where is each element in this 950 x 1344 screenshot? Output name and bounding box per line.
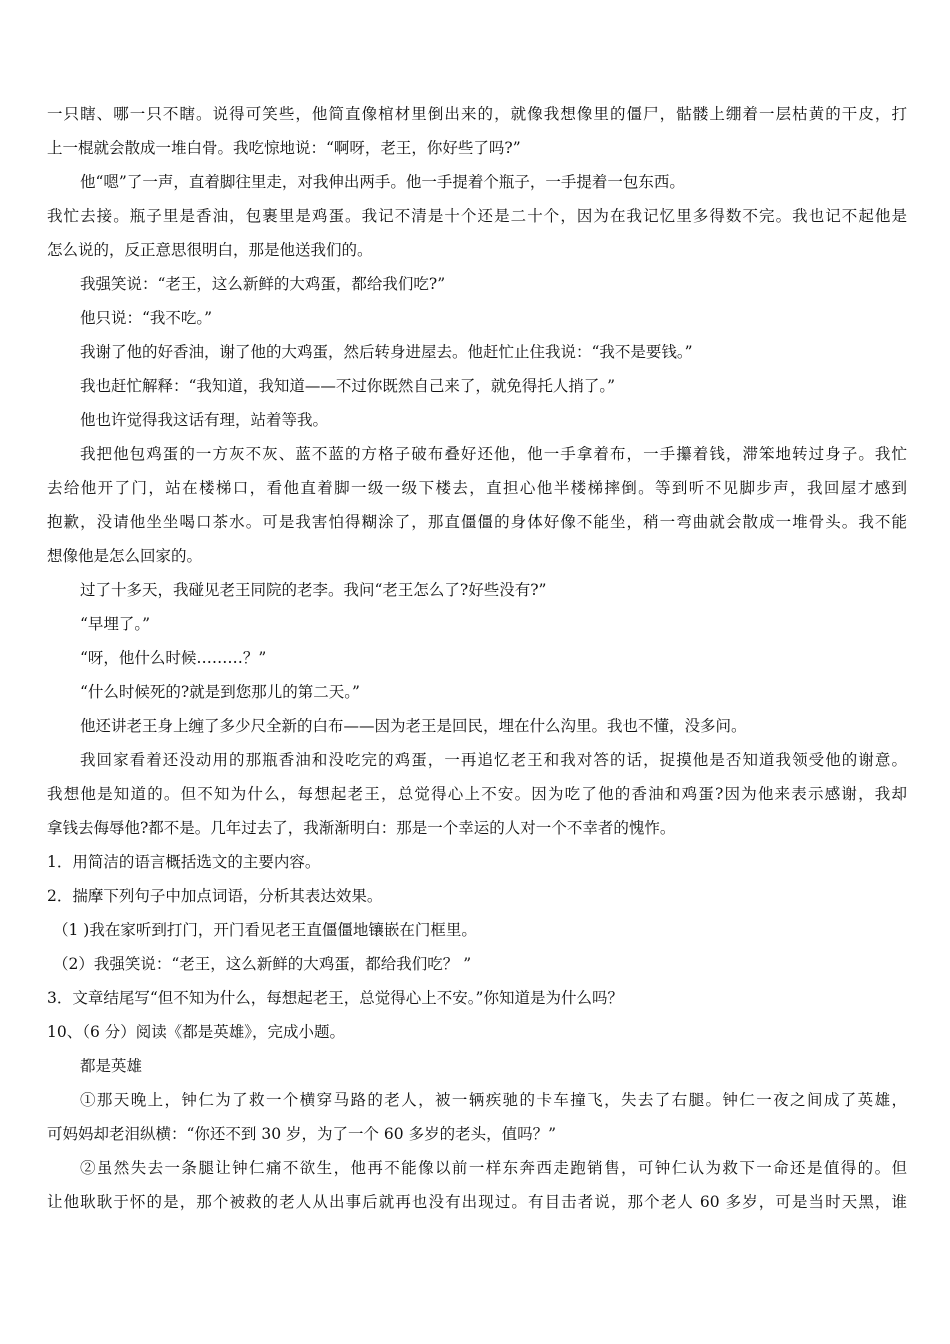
- text-line: 我回家看着还没动用的那瓶香油和没吃完的鸡蛋，一再追忆老王和我对答的话，捉摸他是否知道我领受他的谢意。: [80, 751, 907, 769]
- article-title: 都是英雄: [80, 1057, 143, 1075]
- text-line: “早埋了。”: [80, 615, 151, 633]
- text-line: 拿钱去侮辱他?都不是。几年过去了，我渐渐明白：那是一个幸运的人对一个不幸者的愧怍。: [47, 819, 676, 837]
- text-line: 可妈妈却老泪纵横：“你还不到 30 岁，为了一个 60 多岁的老头，值吗？”: [47, 1125, 557, 1143]
- question-2-part-2: （2）我强笑说：“老王，这么新鲜的大鸡蛋，都给我们吃？ ”: [53, 955, 472, 973]
- text-line: 我想他是知道的。但不知为什么，每想起老王，总觉得心上不安。因为吃了他的香油和鸡蛋?因为他来表示感谢，我却: [47, 785, 907, 803]
- text-line: 我强笑说：“老王，这么新鲜的大鸡蛋，都给我们吃?”: [80, 275, 446, 293]
- text-line: 我也赶忙解释：“我知道，我知道——不过你既然自己来了，就免得托人捎了。”: [80, 377, 616, 395]
- question-2-part-1: （1 )我在家听到打门，开门看见老王直僵僵地镶嵌在门框里。: [53, 921, 477, 939]
- text-line: 抱歉，没请他坐坐喝口茶水。可是我害怕得糊涂了，那直僵僵的身体好像不能坐，稍一弯曲就会散成一堆骨头。我不能: [47, 513, 907, 531]
- text-line: “呀，他什么时候………？”: [80, 649, 267, 667]
- text-line: 他只说：“我不吃。”: [80, 309, 213, 327]
- text-line: 让他耿耿于怀的是，那个被救的老人从出事后就再也没有出现过。有目击者说，那个老人 60 多岁，可是当时天黑，谁: [47, 1193, 907, 1211]
- text-line: “什么时候死的?就是到您那儿的第二天。”: [80, 683, 360, 701]
- text-line: 我谢了他的好香油，谢了他的大鸡蛋，然后转身进屋去。他赶忙止住我说：“我不是要钱。”: [80, 343, 693, 361]
- text-line: 他“嗯”了一声，直着脚往里走，对我伸出两手。他一手提着个瓶子，一手提着一包东西。: [80, 173, 685, 191]
- question-2: 2．揣摩下列句子中加点词语，分析其表达效果。: [47, 887, 383, 905]
- text-line: 去给他开了门，站在楼梯口，看他直着脚一级一级下楼去，直担心他半楼梯摔倒。等到听不见脚步声，我回屋才感到: [47, 479, 907, 497]
- question-3: 3．文章结尾写“但不知为什么，每想起老王，总觉得心上不安。”你知道是为什么吗？: [47, 989, 623, 1007]
- text-line: 他也许觉得我这话有理，站着等我。: [80, 411, 329, 429]
- text-line: 上一棍就会散成一堆白骨。我吃惊地说：“啊呀，老王，你好些了吗?”: [47, 139, 521, 157]
- question-1: 1．用简洁的语言概括选文的主要内容。: [47, 853, 321, 871]
- text-line: 我把他包鸡蛋的一方灰不灰、蓝不蓝的方格子破布叠好还他，他一手拿着布，一手攥着钱，滞笨地转过身子。我忙: [80, 445, 907, 463]
- text-line: 想像他是怎么回家的。: [47, 547, 203, 565]
- text-line: ①那天晚上，钟仁为了救一个横穿马路的老人，被一辆疾驰的卡车撞飞，失去了右腿。钟仁一夜之间成了英雄，: [80, 1091, 907, 1109]
- text-line: 一只瞎、哪一只不瞎。说得可笑些，他简直像棺材里倒出来的，就像我想像里的僵尸，骷髅上绷着一层枯黄的干皮，打: [47, 105, 907, 123]
- text-line: 我忙去接。瓶子里是香油，包裹里是鸡蛋。我记不清是十个还是二十个，因为在我记忆里多得数不完。我也记不起他是: [47, 207, 907, 225]
- text-line: 怎么说的，反正意思很明白，那是他送我们的。: [47, 241, 373, 259]
- section-10-heading: 10、（6 分）阅读《都是英雄》，完成小题。: [47, 1023, 346, 1041]
- text-line: 他还讲老王身上缠了多少尺全新的白布——因为老王是回民，埋在什么沟里。我也不懂，没多问。: [80, 717, 747, 735]
- text-line: ②虽然失去一条腿让钟仁痛不欲生，他再不能像以前一样东奔西走跑销售，可钟仁认为救下一命还是值得的。但: [80, 1159, 907, 1177]
- text-line: 过了十多天，我碰见老王同院的老李。我问“老王怎么了?好些没有?”: [80, 581, 547, 599]
